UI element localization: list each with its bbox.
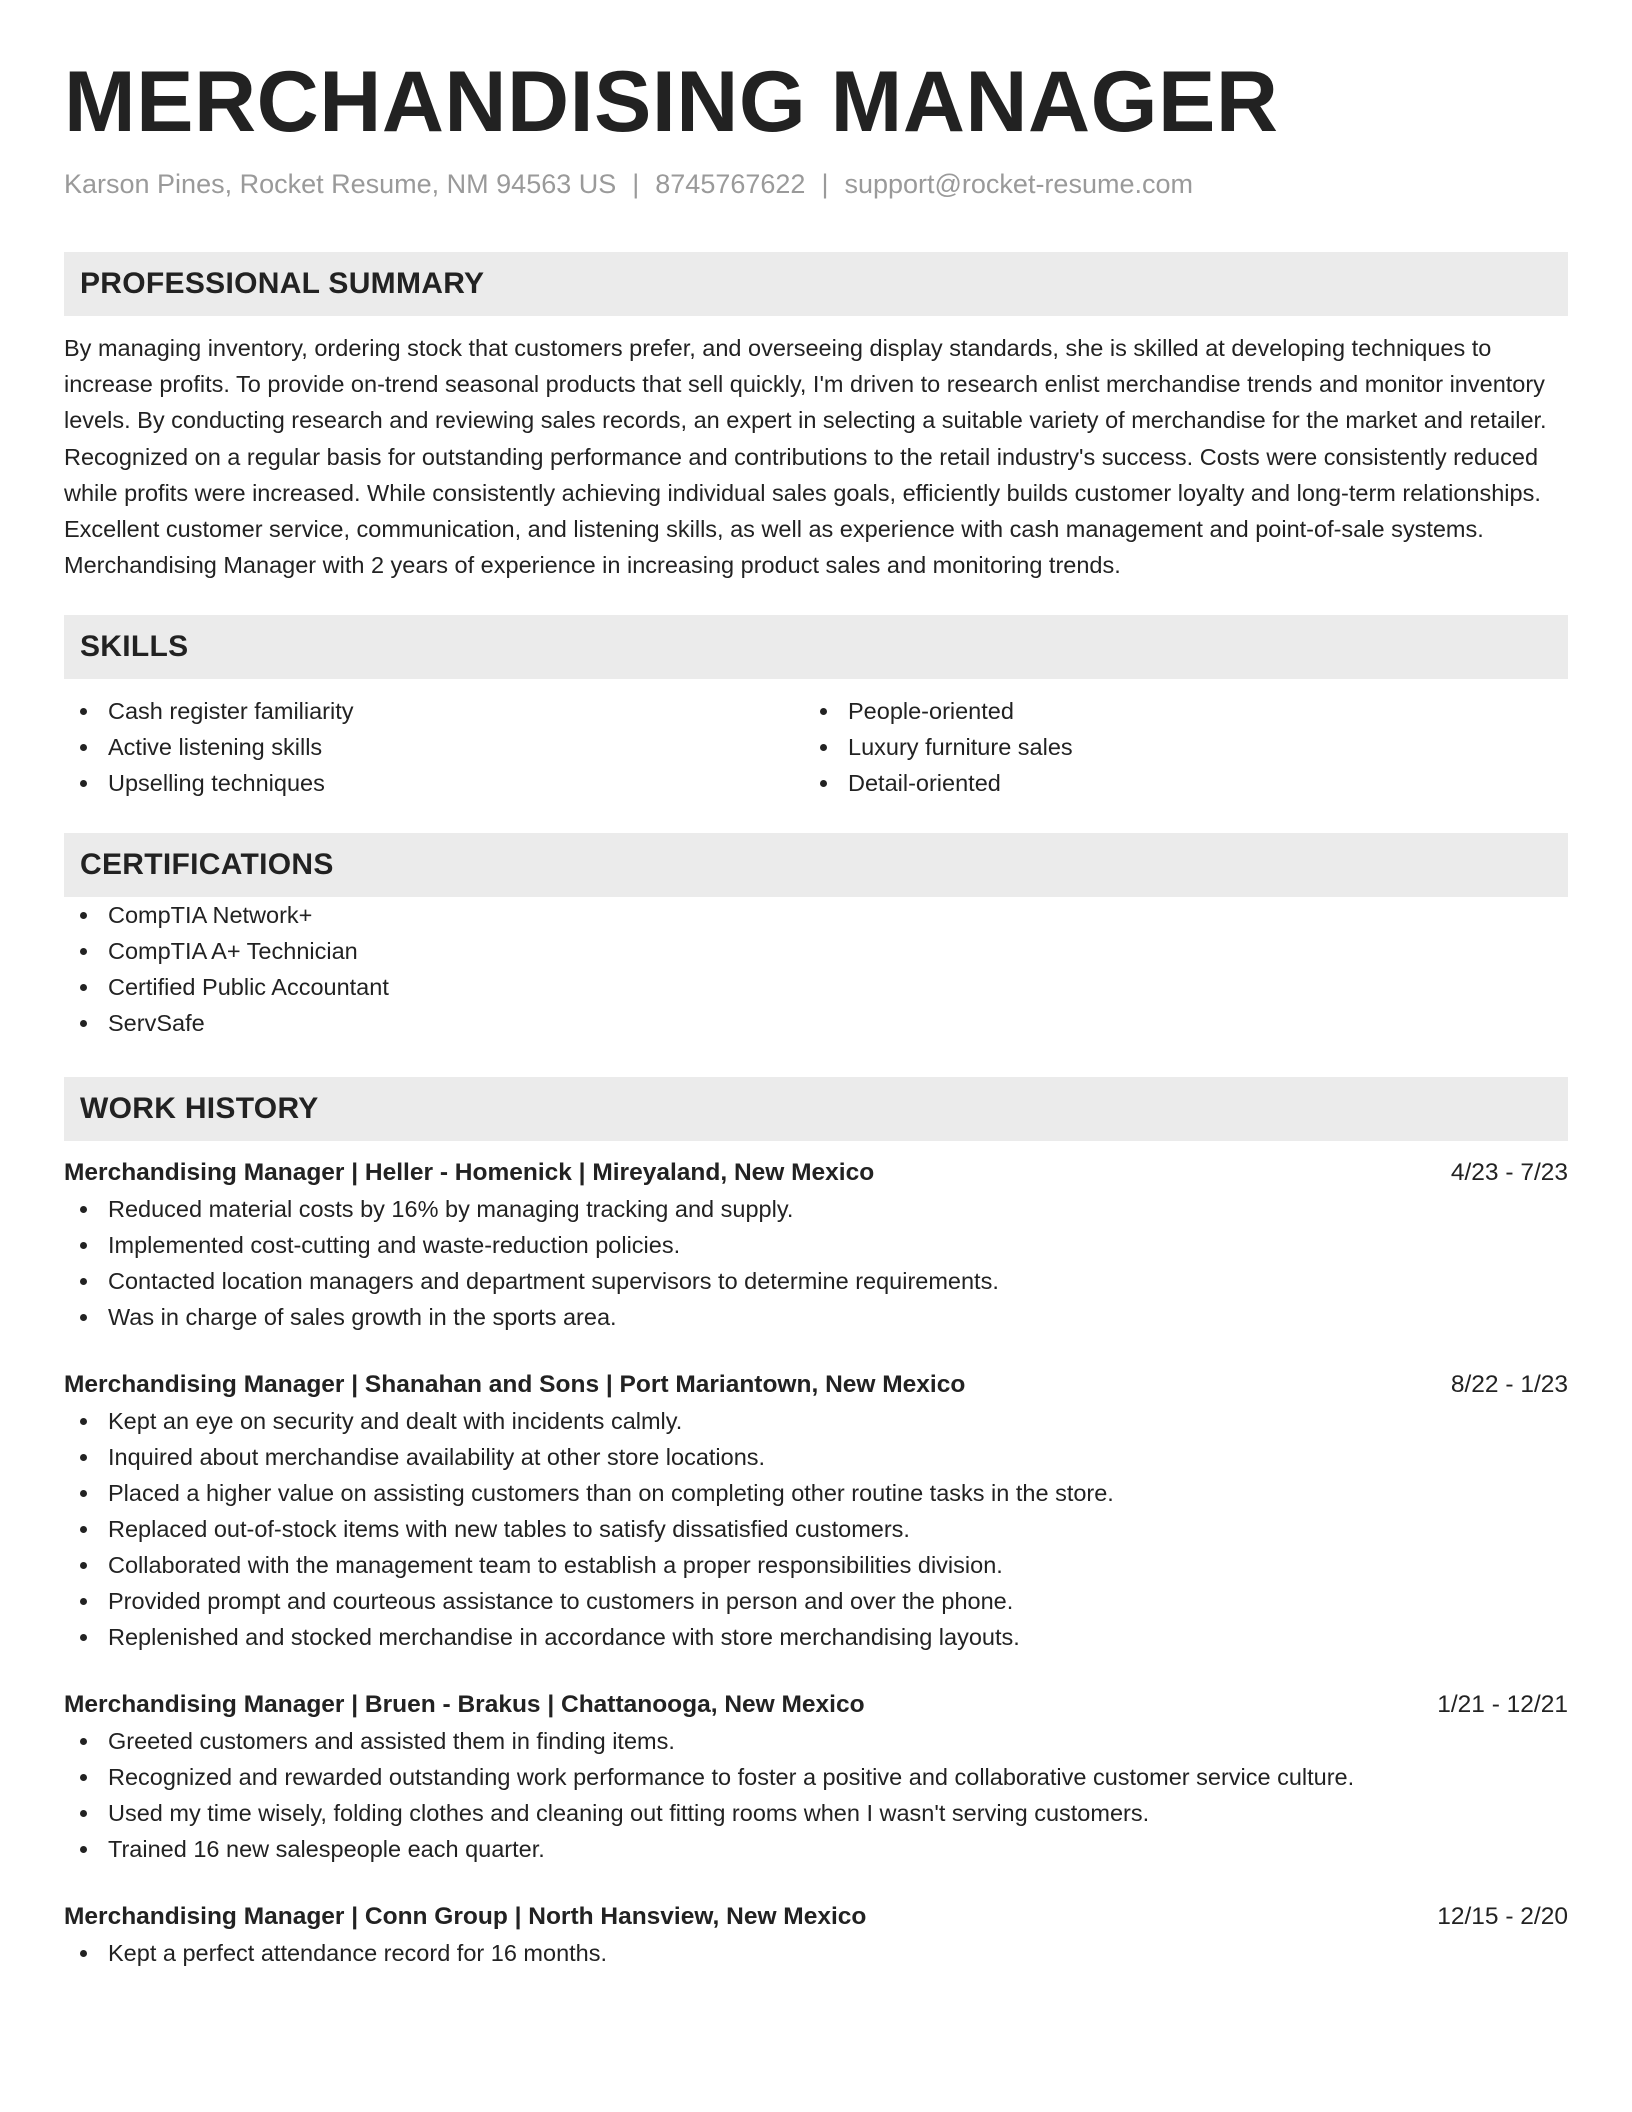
bullet-icon <box>80 1810 87 1817</box>
job-bullet: Kept an eye on security and dealt with incidents calmly. <box>64 1403 1568 1439</box>
job-bullet: Trained 16 new salespeople each quarter. <box>64 1831 1568 1867</box>
skills-section-header: SKILLS <box>64 615 1568 679</box>
bullet-icon <box>80 912 87 919</box>
skills-column-right <box>804 693 1544 801</box>
summary-section-header: PROFESSIONAL SUMMARY <box>64 252 1568 316</box>
job-title: Merchandising Manager | Shanahan and Sons | Port Mariantown, New Mexico <box>64 1371 966 1399</box>
bullet-icon <box>80 1846 87 1853</box>
skill-item: People-oriented <box>804 693 1544 729</box>
job-title-row <box>64 1155 1568 1191</box>
certification-item: Certified Public Accountant <box>64 969 1568 1005</box>
bullet-icon <box>80 1020 87 1027</box>
job-title: Merchandising Manager | Bruen - Brakus | Chattanooga, New Mexico <box>64 1691 865 1719</box>
summary-paragraph: By managing inventory, ordering stock that customers prefer, and overseeing display standards, she is skilled at developing techniques to increase profits. To provide on-trend seasonal products that sell quickly, I'm driven to research enlist merchandise trends and monitor inventory levels. By conducting research and reviewing sales records, an expert in selecting a suitable variety of merchandise for the market and retailer. Recognized on a regular basis for outstanding performance and contributions to the retail industry's success. Costs were consistently reduced while profits were increased. While consistently achieving individual sales goals, efficiently builds customer loyalty and long-term relationships. Excellent customer service, communication, and listening skills, as well as experience with cash management and point-of-sale systems. Merchandising Manager with 2 years of experience in increasing product sales and monitoring trends. <box>64 335 1547 579</box>
certifications-section-header: CERTIFICATIONS <box>64 833 1568 897</box>
bullet-icon <box>80 1242 87 1249</box>
bullet-icon <box>80 1598 87 1605</box>
contact-separator: | <box>632 169 640 199</box>
contact-email: support@rocket-resume.com <box>844 169 1193 199</box>
job-title: Merchandising Manager | Conn Group | North Hansview, New Mexico <box>64 1903 867 1931</box>
bullet-icon <box>80 1490 87 1497</box>
certification-item: CompTIA Network+ <box>64 897 1568 933</box>
job-dates: 8/22 - 1/23 <box>1450 1371 1568 1399</box>
bullet-icon <box>80 1738 87 1745</box>
resume-title: MERCHANDISING MANAGER <box>64 54 1279 150</box>
skill-item: Active listening skills <box>64 729 804 765</box>
bullet-icon <box>80 744 87 751</box>
job-bullets <box>64 1403 1568 1655</box>
job-title: Merchandising Manager | Heller - Homenick | Mireyaland, New Mexico <box>64 1159 875 1187</box>
job-entry <box>64 1687 1568 1867</box>
bullet-icon <box>820 780 827 787</box>
bullet-icon <box>80 1206 87 1213</box>
job-bullet: Greeted customers and assisted them in finding items. <box>64 1723 1568 1759</box>
contact-address: Karson Pines, Rocket Resume, NM 94563 US <box>64 169 617 199</box>
job-entry <box>64 1155 1568 1335</box>
certification-item: CompTIA A+ Technician <box>64 933 1568 969</box>
bullet-icon <box>80 1634 87 1641</box>
bullet-icon <box>80 1774 87 1781</box>
job-bullet: Kept a perfect attendance record for 16 months. <box>64 1935 1568 1971</box>
certifications-list <box>64 897 1568 1041</box>
job-bullet: Reduced material costs by 16% by managing tracking and supply. <box>64 1191 1568 1227</box>
job-bullets <box>64 1191 1568 1335</box>
job-bullets <box>64 1935 1568 1971</box>
job-bullets <box>64 1723 1568 1867</box>
skill-item: Cash register familiarity <box>64 693 804 729</box>
job-title-row <box>64 1367 1568 1403</box>
job-bullet: Collaborated with the management team to establish a proper responsibilities division. <box>64 1547 1568 1583</box>
skill-item: Upselling techniques <box>64 765 804 801</box>
bullet-icon <box>80 1314 87 1321</box>
job-dates: 12/15 - 2/20 <box>1437 1903 1568 1931</box>
bullet-icon <box>80 948 87 955</box>
contact-phone: 8745767622 <box>655 169 806 199</box>
job-bullet: Replenished and stocked merchandise in accordance with store merchandising layouts. <box>64 1619 1568 1655</box>
bullet-icon <box>80 1278 87 1285</box>
job-bullet: Implemented cost-cutting and waste-reduction policies. <box>64 1227 1568 1263</box>
job-bullet: Provided prompt and courteous assistance to customers in person and over the phone. <box>64 1583 1568 1619</box>
bullet-icon <box>80 1562 87 1569</box>
bullet-icon <box>80 1950 87 1957</box>
job-dates: 1/21 - 12/21 <box>1437 1691 1568 1719</box>
job-entry <box>64 1367 1568 1655</box>
bullet-icon <box>80 780 87 787</box>
job-entry <box>64 1899 1568 1971</box>
job-bullet: Placed a higher value on assisting customers than on completing other routine tasks in the store. <box>64 1475 1568 1511</box>
bullet-icon <box>80 1454 87 1461</box>
bullet-icon <box>820 744 827 751</box>
bullet-icon <box>80 984 87 991</box>
certification-item: ServSafe <box>64 1005 1568 1041</box>
job-title-row <box>64 1687 1568 1723</box>
work-history-section-header: WORK HISTORY <box>64 1077 1568 1141</box>
bullet-icon <box>80 1526 87 1533</box>
job-dates: 4/23 - 7/23 <box>1450 1159 1568 1187</box>
bullet-icon <box>820 708 827 715</box>
skills-column-left <box>64 693 804 801</box>
job-bullet: Used my time wisely, folding clothes and cleaning out fitting rooms when I wasn't serving customers. <box>64 1795 1568 1831</box>
job-title-row <box>64 1899 1568 1935</box>
contact-info <box>64 166 1568 202</box>
job-bullet: Inquired about merchandise availability at other store locations. <box>64 1439 1568 1475</box>
skill-item: Luxury furniture sales <box>804 729 1544 765</box>
job-bullet: Was in charge of sales growth in the sports area. <box>64 1299 1568 1335</box>
bullet-icon <box>80 1418 87 1425</box>
job-bullet: Replaced out-of-stock items with new tables to satisfy dissatisfied customers. <box>64 1511 1568 1547</box>
job-bullet: Contacted location managers and department supervisors to determine requirements. <box>64 1263 1568 1299</box>
bullet-icon <box>80 708 87 715</box>
contact-separator: | <box>821 169 829 199</box>
skills-grid <box>64 693 1568 801</box>
skill-item: Detail-oriented <box>804 765 1544 801</box>
job-bullet: Recognized and rewarded outstanding work performance to foster a positive and collaborative customer service culture. <box>64 1759 1568 1795</box>
